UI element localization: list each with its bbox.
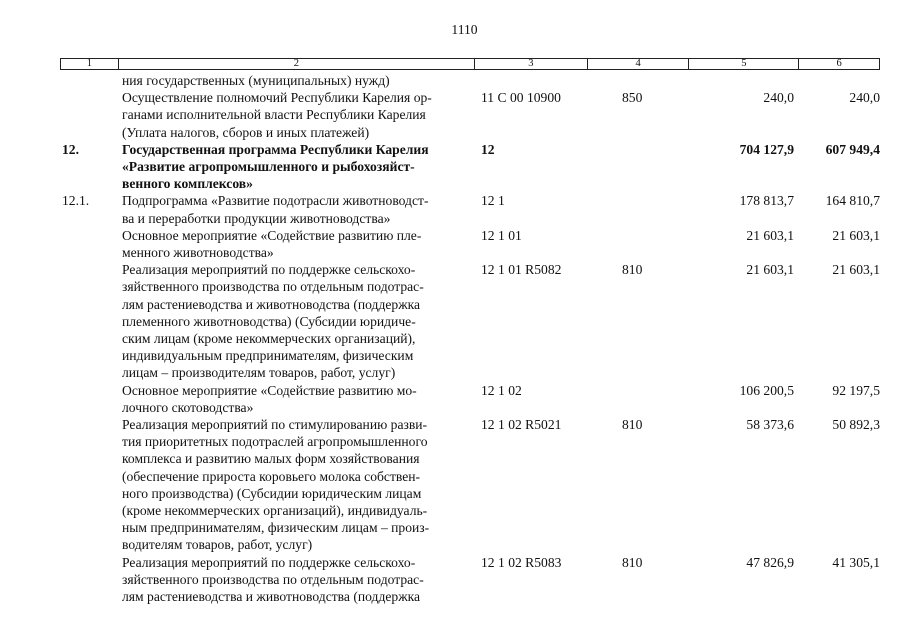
row-description: Реализация мероприятий по поддержке сельскохо- зяйственного производства по отдельным подотрас- лям растениеводства и животноводства (поддержка — [122, 554, 424, 605]
table-row — [60, 192, 880, 226]
row-type — [588, 382, 690, 416]
row-value-2 — [800, 72, 880, 89]
row-type: 810 — [622, 554, 643, 570]
row-number — [60, 89, 118, 141]
table-header — [60, 58, 880, 70]
row-type — [588, 227, 690, 261]
row-value-1: 58 373,6 — [746, 417, 794, 433]
row-value-2: 92 197,5 — [832, 382, 880, 398]
header-col-4: 4 — [588, 59, 690, 69]
table-row — [60, 141, 880, 193]
table-row — [60, 227, 880, 261]
row-value-2: 607 949,4 — [825, 141, 880, 157]
table-row — [60, 261, 880, 381]
row-number — [60, 382, 118, 416]
row-value-2: 50 892,3 — [832, 417, 880, 433]
row-code: 12 1 01 R5082 — [481, 262, 562, 278]
table-row — [60, 89, 880, 141]
page-number: 1110 — [451, 22, 478, 37]
row-value-2: 21 603,1 — [832, 227, 880, 243]
row-code: 12 1 01 — [481, 227, 522, 243]
row-description: Государственная программа Республики Карелия «Развитие агропромышленного и рыбохозяйст- венного комплексов» — [122, 141, 429, 192]
row-number — [60, 416, 118, 554]
table-row — [60, 554, 880, 606]
row-code: 12 1 02 R5083 — [481, 554, 562, 570]
row-value-1: 106 200,5 — [739, 382, 794, 398]
row-code: 12 1 — [481, 193, 505, 209]
row-type: 810 — [622, 417, 643, 433]
row-value-1: 21 603,1 — [746, 262, 794, 278]
row-type — [588, 141, 690, 193]
row-value-1: 47 826,9 — [746, 554, 794, 570]
row-value-1: 21 603,1 — [746, 227, 794, 243]
header-col-5: 5 — [689, 59, 799, 69]
row-code: 11 С 00 10900 — [481, 90, 561, 106]
row-type — [588, 192, 690, 226]
row-description: Осуществление полномочий Республики Карелия ор- ганами исполнительной власти Республики Карелия (Уплата налогов, сборов и иных платежей) — [122, 90, 432, 140]
row-description: ния государственных (муниципальных) нужд) — [122, 73, 390, 88]
row-value-2: 21 603,1 — [832, 262, 880, 278]
row-description: Реализация мероприятий по стимулированию разви- тия приоритетных подотраслей агропромышленного комплекса и развитию малых форм хозяйствования (обеспечение прироста коровьего молока собствен- ного производства) (Субсидии юридическим лицам (кроме некоммерческих организаций), индивидуаль- ным предпринимателям, физическим лицам – произ- водителям товаров, работ, услуг) — [122, 417, 430, 553]
header-col-6: 6 — [836, 58, 842, 69]
row-code: 12 — [481, 141, 495, 157]
table-row — [60, 382, 880, 416]
row-value-1: 240,0 — [763, 90, 794, 106]
row-value-2: 41 305,1 — [832, 554, 880, 570]
row-number — [60, 72, 118, 89]
row-value-2: 164 810,7 — [825, 193, 880, 209]
row-description: Основное мероприятие «Содействие развитию пле- менного животноводства» — [122, 227, 422, 261]
row-number — [60, 227, 118, 261]
row-value-1: 704 127,9 — [739, 141, 794, 157]
table-body — [60, 72, 880, 605]
row-type: 850 — [622, 90, 643, 106]
row-description: Основное мероприятие «Содействие развитию мо- лочного скотоводства» — [122, 382, 417, 415]
row-code — [475, 72, 588, 89]
row-number: 12.1. — [62, 193, 90, 209]
row-code: 12 1 02 R5021 — [481, 417, 562, 433]
header-col-2: 2 — [119, 59, 475, 69]
row-description: Подпрограмма «Развитие подотрасли животноводст- ва и переработки продукции животноводства» — [122, 193, 429, 226]
row-value-1 — [690, 72, 800, 89]
header-col-3: 3 — [475, 59, 588, 69]
table-row — [60, 72, 880, 89]
header-col-1: 1 — [61, 59, 119, 69]
row-type — [588, 72, 690, 89]
row-code: 12 1 02 — [481, 382, 522, 398]
row-description: Реализация мероприятий по поддержке сельскохо- зяйственного производства по отдельным подотрас- лям растениеводства и животноводства (поддержка племенного животноводства) (Субсидии юридиче- ским лицам (кроме некоммерческих организаций), индивидуальным предпринимателям, физическим лицам – производителям товаров, работ, услуг) — [122, 262, 424, 381]
row-number — [60, 261, 118, 381]
row-number — [60, 554, 118, 606]
row-value-2: 240,0 — [849, 90, 880, 106]
row-type: 810 — [622, 262, 643, 278]
row-number: 12. — [62, 141, 79, 157]
table-row — [60, 416, 880, 554]
row-value-1: 178 813,7 — [739, 193, 794, 209]
